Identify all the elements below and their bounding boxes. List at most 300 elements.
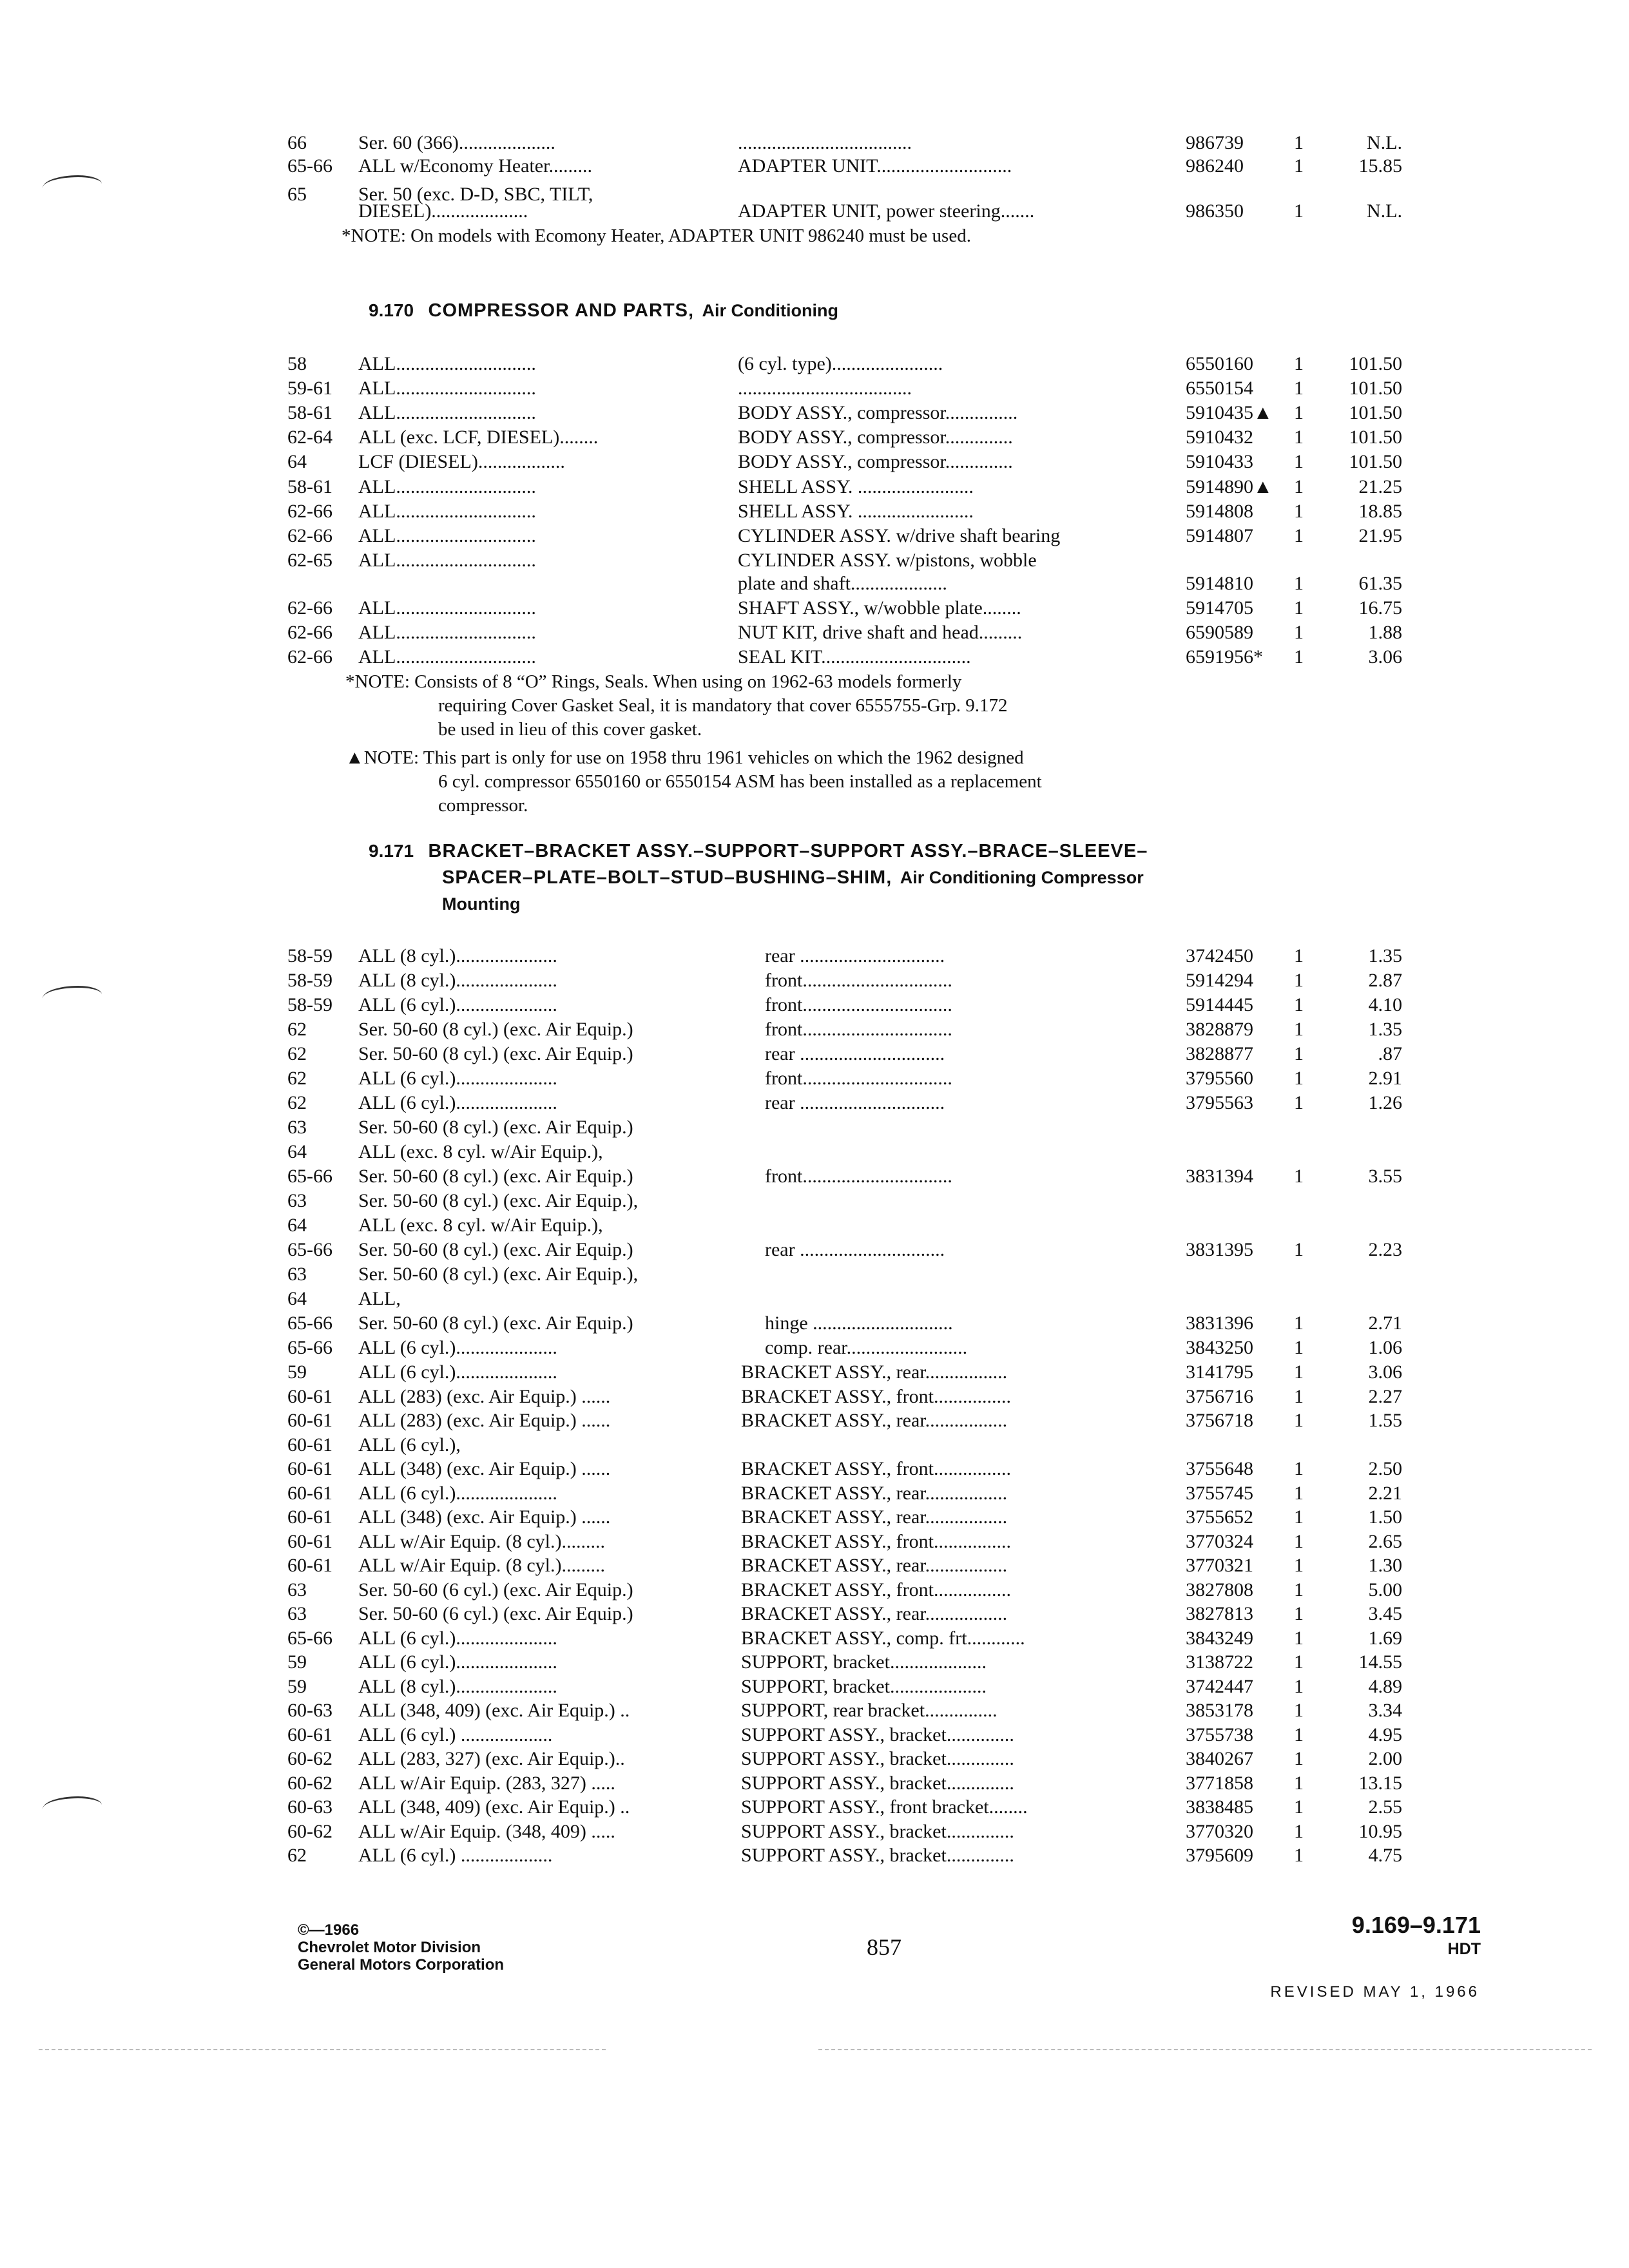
model-application: ALL (exc. 8 cyl. w/Air Equip.), (358, 1141, 603, 1162)
quantity: 1 (1294, 1312, 1304, 1334)
table-row (0, 351, 1629, 377)
part-description: front............................... (765, 1019, 952, 1040)
part-description: front............................... (765, 1068, 952, 1089)
part-number: 3827813 (1186, 1603, 1253, 1624)
model-application: ALL (6 cyl.) ................... (358, 1724, 553, 1745)
part-description: BRACKET ASSY., rear................. (741, 1506, 1008, 1528)
quantity: 1 (1294, 1361, 1304, 1383)
quantity: 1 (1294, 1555, 1304, 1576)
part-description: BRACKET ASSY., rear................. (741, 1482, 1008, 1504)
model-application: ALL (283) (exc. Air Equip.) ...... (358, 1410, 611, 1431)
part-number: 5910432 (1186, 427, 1253, 448)
part-number: 6590589 (1186, 622, 1253, 643)
table-row (0, 1794, 1629, 1820)
model-year: 65-66 (287, 1337, 333, 1358)
list-price: 3.06 (1368, 1361, 1402, 1383)
list-price: 18.85 (1358, 501, 1402, 522)
model-year: 58-59 (287, 945, 333, 966)
model-application: ALL (283) (exc. Air Equip.) ...... (358, 1385, 611, 1407)
model-application: ALL (348) (exc. Air Equip.) ...... (358, 1506, 611, 1528)
model-application: ALL............................. (358, 646, 536, 668)
table-row (0, 449, 1629, 475)
model-year: 60-62 (287, 1748, 333, 1769)
quantity: 1 (1294, 1772, 1304, 1794)
part-number: 986350 (1186, 200, 1244, 222)
part-number: 3770324 (1186, 1530, 1253, 1552)
part-description: plate and shaft.................... (738, 573, 947, 594)
table-row (0, 1360, 1629, 1385)
quantity: 1 (1294, 646, 1304, 668)
part-number: 3831395 (1186, 1239, 1253, 1260)
part-number: 5914810 (1186, 573, 1253, 594)
list-price: 2.91 (1368, 1068, 1402, 1089)
model-application: DIESEL).................... (358, 200, 528, 222)
table-row (0, 400, 1629, 426)
model-application: Ser. 50-60 (8 cyl.) (exc. Air Equip.) (358, 1166, 633, 1187)
quantity: 1 (1294, 427, 1304, 448)
table-row (0, 499, 1629, 524)
table-row (0, 1041, 1629, 1067)
model-application: ALL............................. (358, 378, 536, 399)
quantity: 1 (1294, 1506, 1304, 1528)
quantity: 1 (1294, 1700, 1304, 1721)
table-row (0, 1115, 1629, 1140)
list-price: 2.65 (1368, 1530, 1402, 1552)
quantity: 1 (1294, 1458, 1304, 1479)
part-description: front............................... (765, 970, 952, 991)
quantity: 1 (1294, 970, 1304, 991)
model-year: 63 (287, 1603, 307, 1624)
model-application: ALL (6 cyl.)..................... (358, 1482, 557, 1504)
model-application: ALL (6 cyl.)..................... (358, 1092, 557, 1113)
list-price: 101.50 (1349, 451, 1402, 472)
model-year: 62-65 (287, 550, 333, 571)
model-year: 65-66 (287, 1239, 333, 1260)
part-description: BRACKET ASSY., rear................. (741, 1361, 1008, 1383)
model-application: Ser. 60 (366).................... (358, 132, 555, 153)
model-application: ALL w/Economy Heater......... (358, 155, 592, 177)
part-number: 3843250 (1186, 1337, 1253, 1358)
table-row (0, 1090, 1629, 1116)
model-year: 62 (287, 1043, 307, 1064)
model-application: LCF (DIESEL).................. (358, 451, 565, 472)
quantity: 1 (1294, 200, 1304, 222)
model-year: 62 (287, 1068, 307, 1089)
part-description: CYLINDER ASSY. w/pistons, wobble (738, 550, 1037, 571)
part-description: BRACKET ASSY., front................ (741, 1385, 1011, 1407)
part-description: BODY ASSY., compressor.............. (738, 451, 1013, 472)
model-year: 62 (287, 1092, 307, 1113)
part-number: 3138722 (1186, 1651, 1253, 1673)
division-name: Chevrolet Motor Division (298, 1939, 481, 1956)
part-description: SEAL KIT............................... (738, 646, 971, 668)
model-application: Ser. 50-60 (6 cyl.) (exc. Air Equip.) (358, 1579, 633, 1600)
part-description: ADAPTER UNIT............................ (738, 155, 1012, 177)
table-row (0, 1529, 1629, 1555)
quantity: 1 (1294, 1748, 1304, 1769)
part-description: CYLINDER ASSY. w/drive shaft bearing (738, 525, 1061, 546)
part-description: SUPPORT ASSY., bracket.............. (741, 1772, 1014, 1794)
model-application: ALL............................. (358, 402, 536, 423)
part-number: 3742447 (1186, 1675, 1253, 1697)
model-year: 60-61 (287, 1530, 333, 1552)
scan-line (818, 2049, 1592, 2050)
part-description: SUPPORT, bracket.................... (741, 1651, 987, 1673)
part-number: 5910435▲ (1186, 402, 1273, 423)
quantity: 1 (1294, 501, 1304, 522)
model-application: Ser. 50-60 (8 cyl.) (exc. Air Equip.) (358, 1019, 633, 1040)
table-row (0, 968, 1629, 994)
list-price: 1.50 (1368, 1506, 1402, 1528)
revision-date: REVISED MAY 1, 1966 (1270, 1983, 1480, 2001)
section-title: COMPRESSOR AND PARTS, (428, 300, 695, 321)
quantity: 1 (1294, 1530, 1304, 1552)
section-number: 9.171 (369, 841, 414, 861)
model-application: ALL (8 cyl.)..................... (358, 970, 557, 991)
table-row (0, 1626, 1629, 1651)
quantity: 1 (1294, 1651, 1304, 1673)
part-description: BRACKET ASSY., front................ (741, 1458, 1011, 1479)
list-price: 2.71 (1368, 1312, 1402, 1334)
note-line: requiring Cover Gasket Seal, it is mandatory that cover 6555755-Grp. 9.172 (438, 695, 1008, 716)
quantity: 1 (1294, 994, 1304, 1015)
model-year: 60-63 (287, 1796, 333, 1818)
model-year: 62 (287, 1845, 307, 1866)
list-price: 101.50 (1349, 353, 1402, 374)
list-price: 3.34 (1368, 1700, 1402, 1721)
model-application: ALL (348) (exc. Air Equip.) ...... (358, 1458, 611, 1479)
table-row (0, 1698, 1629, 1724)
table-row (0, 1066, 1629, 1091)
part-number: 3770321 (1186, 1555, 1253, 1576)
part-description: (6 cyl. type)....................... (738, 353, 943, 374)
part-description: rear .............................. (765, 1043, 945, 1064)
model-year: 63 (287, 1117, 307, 1138)
model-application: ALL w/Air Equip. (8 cyl.)......... (358, 1555, 605, 1576)
part-description: SUPPORT ASSY., bracket.............. (741, 1748, 1014, 1769)
part-number: 5914294 (1186, 970, 1253, 991)
model-application: ALL w/Air Equip. (348, 409) ..... (358, 1820, 615, 1842)
model-application: ALL w/Air Equip. (283, 327) ..... (358, 1772, 615, 1794)
list-price: 2.00 (1368, 1748, 1402, 1769)
copyright-year: ©—1966 (298, 1921, 360, 1939)
model-application: Ser. 50-60 (8 cyl.) (exc. Air Equip.), (358, 1264, 639, 1285)
part-description: SHAFT ASSY., w/wobble plate........ (738, 597, 1021, 619)
part-description: BRACKET ASSY., rear................. (741, 1603, 1008, 1624)
model-year: 60-61 (287, 1434, 333, 1456)
part-description: hinge ............................. (765, 1312, 953, 1334)
part-number: 3795609 (1186, 1845, 1253, 1866)
table-row (0, 198, 1629, 224)
model-application: ALL (exc. LCF, DIESEL)........ (358, 427, 599, 448)
list-price: 5.00 (1368, 1579, 1402, 1600)
model-year: 60-61 (287, 1506, 333, 1528)
list-price: 61.35 (1358, 573, 1402, 594)
model-year: 60-61 (287, 1555, 333, 1576)
model-year: 62-66 (287, 501, 333, 522)
quantity: 1 (1294, 1796, 1304, 1818)
list-price: N.L. (1367, 132, 1402, 153)
quantity: 1 (1294, 1482, 1304, 1504)
table-row (0, 1408, 1629, 1434)
part-number: 3838485 (1186, 1796, 1253, 1818)
table-row (0, 1601, 1629, 1627)
model-application: ALL (6 cyl.)..................... (358, 1337, 557, 1358)
part-number: 3742450 (1186, 945, 1253, 966)
table-row (0, 130, 1629, 156)
quantity: 1 (1294, 573, 1304, 594)
list-price: 101.50 (1349, 378, 1402, 399)
intro-note: *NOTE: On models with Ecomony Heater, ADAPTER UNIT 986240 must be used. (342, 226, 971, 246)
model-year: 65-66 (287, 1166, 333, 1187)
quantity: 1 (1294, 622, 1304, 643)
list-price: 3.06 (1368, 646, 1402, 668)
model-year: 63 (287, 1264, 307, 1285)
list-price: 21.25 (1358, 476, 1402, 497)
part-description: .................................... (738, 132, 912, 153)
list-price: 4.10 (1368, 994, 1402, 1015)
part-number: 5914890▲ (1186, 476, 1273, 497)
model-application: ALL (exc. 8 cyl. w/Air Equip.), (358, 1215, 603, 1236)
table-row (0, 1674, 1629, 1700)
table-row (0, 992, 1629, 1018)
part-number: 3141795 (1186, 1361, 1253, 1383)
part-description: SUPPORT ASSY., front bracket........ (741, 1796, 1028, 1818)
part-description: BRACKET ASSY., rear................. (741, 1410, 1008, 1431)
list-price: 14.55 (1358, 1651, 1402, 1673)
table-row (0, 1722, 1629, 1748)
note-line: *NOTE: Consists of 8 “O” Rings, Seals. When using on 1962-63 models formerly (345, 671, 962, 692)
model-year: 63 (287, 1190, 307, 1211)
model-application: ALL (6 cyl.) ................... (358, 1845, 553, 1866)
model-application: ALL (283, 327) (exc. Air Equip.).. (358, 1748, 625, 1769)
model-application: ALL............................. (358, 525, 536, 546)
quantity: 1 (1294, 378, 1304, 399)
table-row (0, 1188, 1629, 1214)
table-row (0, 1553, 1629, 1579)
part-number: 6550154 (1186, 378, 1253, 399)
quantity: 1 (1294, 1675, 1304, 1697)
model-application: Ser. 50-60 (8 cyl.) (exc. Air Equip.) (358, 1239, 633, 1260)
model-year: 58-61 (287, 476, 333, 497)
quantity: 1 (1294, 1337, 1304, 1358)
quantity: 1 (1294, 155, 1304, 177)
part-description: NUT KIT, drive shaft and head......... (738, 622, 1023, 643)
quantity: 1 (1294, 476, 1304, 497)
model-year: 58-61 (287, 402, 333, 423)
quantity: 1 (1294, 1166, 1304, 1187)
part-number: 3843249 (1186, 1627, 1253, 1649)
list-price: 1.88 (1368, 622, 1402, 643)
part-number: 3853178 (1186, 1700, 1253, 1721)
part-description: SUPPORT ASSY., bracket.............. (741, 1845, 1014, 1866)
part-description: BRACKET ASSY., comp. frt............ (741, 1627, 1025, 1649)
model-application: ALL w/Air Equip. (8 cyl.)......... (358, 1530, 605, 1552)
model-year: 64 (287, 1141, 307, 1162)
table-row (0, 1649, 1629, 1675)
list-price: 2.87 (1368, 970, 1402, 991)
model-year: 62-66 (287, 597, 333, 619)
part-description: SHELL ASSY. ........................ (738, 476, 974, 497)
model-application: ALL (6 cyl.)..................... (358, 1627, 557, 1649)
table-row (0, 1237, 1629, 1263)
table-row (0, 474, 1629, 500)
list-price: 1.26 (1368, 1092, 1402, 1113)
list-price: 2.21 (1368, 1482, 1402, 1504)
part-description: BODY ASSY., compressor............... (738, 402, 1018, 423)
section-title-line-1: BRACKET–BRACKET ASSY.–SUPPORT–SUPPORT ASSY.–BRACE–SLEEVE– (428, 841, 1148, 861)
table-row (0, 1843, 1629, 1869)
part-number: 3795563 (1186, 1092, 1253, 1113)
quantity: 1 (1294, 132, 1304, 153)
series-label: HDT (1447, 1940, 1481, 1958)
part-number: 5914705 (1186, 597, 1253, 619)
copyright-block (298, 1921, 504, 1974)
table-row (0, 376, 1629, 401)
quantity: 1 (1294, 1092, 1304, 1113)
part-description: .................................... (738, 378, 912, 399)
table-row (0, 1311, 1629, 1336)
model-application: ALL (348, 409) (exc. Air Equip.) .. (358, 1796, 630, 1818)
table-row (0, 1335, 1629, 1361)
quantity: 1 (1294, 1043, 1304, 1064)
list-price: 1.69 (1368, 1627, 1402, 1649)
model-application: Ser. 50-60 (8 cyl.) (exc. Air Equip.) (358, 1312, 633, 1334)
part-number: 3840267 (1186, 1748, 1253, 1769)
model-application: ALL............................. (358, 597, 536, 619)
model-year: 60-62 (287, 1772, 333, 1794)
part-number: 3770320 (1186, 1820, 1253, 1842)
model-year: 59 (287, 1675, 307, 1697)
list-price: 15.85 (1358, 155, 1402, 177)
section-title-line-2: SPACER–PLATE–BOLT–STUD–BUSHING–SHIM, (442, 867, 892, 888)
list-price: 4.75 (1368, 1845, 1402, 1866)
note-line: be used in lieu of this cover gasket. (438, 719, 702, 740)
table-row (0, 425, 1629, 450)
part-number: 5914445 (1186, 994, 1253, 1015)
quantity: 1 (1294, 1239, 1304, 1260)
part-description: BRACKET ASSY., rear................. (741, 1555, 1008, 1576)
table-row (0, 1213, 1629, 1238)
part-description: rear .............................. (765, 1092, 945, 1113)
part-number: 3755738 (1186, 1724, 1253, 1745)
part-number: 3827808 (1186, 1579, 1253, 1600)
part-number: 6550160 (1186, 353, 1253, 374)
list-price: 10.95 (1358, 1820, 1402, 1842)
model-year: 59 (287, 1361, 307, 1383)
section-number: 9.170 (369, 300, 414, 320)
model-year: 60-61 (287, 1385, 333, 1407)
list-price: .87 (1378, 1043, 1402, 1064)
part-description: SUPPORT, rear bracket............... (741, 1700, 998, 1721)
table-row (0, 620, 1629, 646)
model-application: ALL, (358, 1288, 401, 1309)
model-year: 64 (287, 1288, 307, 1309)
table-row (0, 1384, 1629, 1410)
section-170-note-2 (345, 746, 1042, 818)
table-row (0, 644, 1629, 670)
section-range: 9.169–9.171 (1351, 1912, 1481, 1938)
table-row (0, 1746, 1629, 1772)
list-price: 1.35 (1368, 1019, 1402, 1040)
model-year: 60-61 (287, 1482, 333, 1504)
part-number: 6591956* (1186, 646, 1263, 668)
model-year: 60-61 (287, 1458, 333, 1479)
quantity: 1 (1294, 1724, 1304, 1745)
quantity: 1 (1294, 945, 1304, 966)
list-price: 4.95 (1368, 1724, 1402, 1745)
quantity: 1 (1294, 597, 1304, 619)
part-description: BRACKET ASSY., front................ (741, 1530, 1011, 1552)
model-year: 58-59 (287, 994, 333, 1015)
model-application: Ser. 50-60 (8 cyl.) (exc. Air Equip.) (358, 1043, 633, 1064)
model-year: 65-66 (287, 1627, 333, 1649)
page-number: 857 (867, 1934, 901, 1960)
list-price: 101.50 (1349, 427, 1402, 448)
table-row (0, 595, 1629, 621)
part-number: 3831394 (1186, 1166, 1253, 1187)
model-year: 60-61 (287, 1724, 333, 1745)
part-number: 5910433 (1186, 451, 1253, 472)
part-description: rear .............................. (765, 1239, 945, 1260)
model-year: 65-66 (287, 155, 333, 177)
table-row (0, 523, 1629, 549)
table-row (0, 1577, 1629, 1603)
model-year: 60-62 (287, 1820, 333, 1842)
model-application: ALL (6 cyl.)..................... (358, 1361, 557, 1383)
part-number: 3795560 (1186, 1068, 1253, 1089)
list-price: 2.23 (1368, 1239, 1402, 1260)
part-number: 3755652 (1186, 1506, 1253, 1528)
model-application: Ser. 50-60 (8 cyl.) (exc. Air Equip.), (358, 1190, 639, 1211)
note-line: 6 cyl. compressor 6550160 or 6550154 ASM has been installed as a replacement (438, 771, 1042, 792)
part-number: 3756718 (1186, 1410, 1253, 1431)
table-row (0, 1481, 1629, 1506)
part-number: 3828879 (1186, 1019, 1253, 1040)
table-row (0, 1262, 1629, 1287)
list-price: 3.55 (1368, 1166, 1402, 1187)
part-description: SUPPORT ASSY., bracket.............. (741, 1820, 1014, 1842)
quantity: 1 (1294, 1579, 1304, 1600)
quantity: 1 (1294, 402, 1304, 423)
note-line: ▲NOTE: This part is only for use on 1958 thru 1961 vehicles on which the 1962 designed (345, 747, 1024, 768)
model-year: 62-66 (287, 622, 333, 643)
section-subtitle: Air Conditioning Compressor (900, 868, 1144, 887)
list-price: 13.15 (1358, 1772, 1402, 1794)
model-year: 60-61 (287, 1410, 333, 1431)
model-application: ALL (8 cyl.)..................... (358, 1675, 557, 1697)
part-description: SUPPORT ASSY., bracket.............. (741, 1724, 1014, 1745)
model-year: 62-64 (287, 427, 333, 448)
part-description: ADAPTER UNIT, power steering....... (738, 200, 1035, 222)
quantity: 1 (1294, 1019, 1304, 1040)
section-170-note-1 (345, 670, 1008, 742)
part-number: 3828877 (1186, 1043, 1253, 1064)
model-year: 62-66 (287, 525, 333, 546)
model-year: 59-61 (287, 378, 333, 399)
model-application: ALL............................. (358, 622, 536, 643)
model-application: Ser. 50-60 (8 cyl.) (exc. Air Equip.) (358, 1117, 633, 1138)
part-number: 3755648 (1186, 1458, 1253, 1479)
table-row (0, 548, 1629, 573)
table-row (0, 1819, 1629, 1845)
part-number: 5914808 (1186, 501, 1253, 522)
list-price: 2.50 (1368, 1458, 1402, 1479)
part-description: front............................... (765, 1166, 952, 1187)
table-row (0, 1139, 1629, 1165)
part-description: rear .............................. (765, 945, 945, 966)
part-number: 3756716 (1186, 1385, 1253, 1407)
